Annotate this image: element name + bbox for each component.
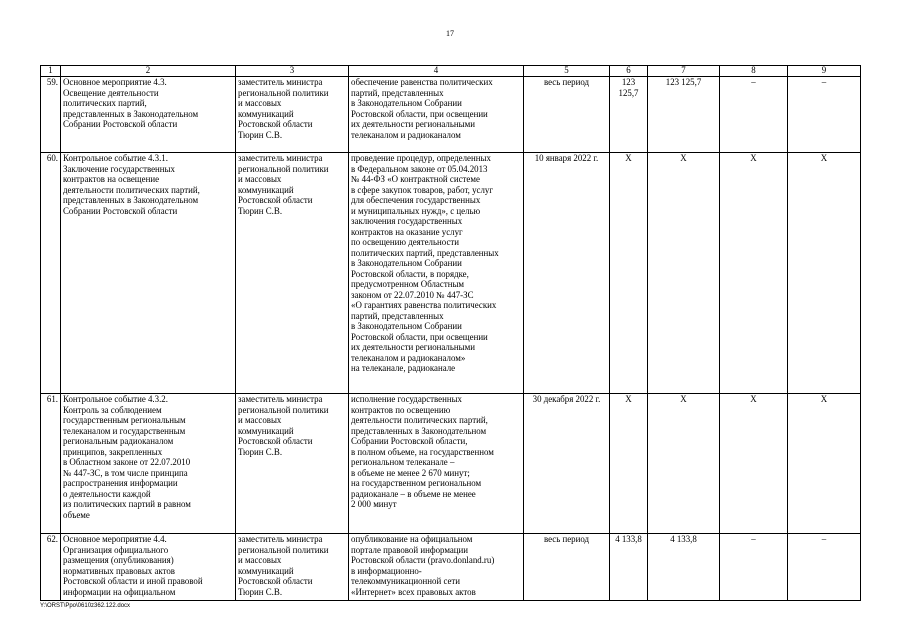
column-number: 9	[788, 66, 861, 77]
implementation-date: весь период	[524, 534, 610, 601]
column-number: 3	[236, 66, 349, 77]
implementation-date: 30 декабря 2022 г.	[524, 394, 610, 534]
total-funding: Х	[610, 394, 648, 534]
row-number: 61.	[41, 394, 61, 534]
regional-budget: Х	[648, 153, 720, 394]
column-number-row	[41, 66, 861, 77]
other-sources: –	[788, 77, 861, 153]
other-sources: –	[788, 534, 861, 601]
implementation-date: весь период	[524, 77, 610, 153]
row-number: 60.	[41, 153, 61, 394]
federal-budget: –	[720, 534, 788, 601]
column-number: 2	[61, 66, 236, 77]
expected-result: проведение процедур, определенных в Федеральном законе от 05.04.2013 № 44-ФЗ «О контрактной системе в сфере закупок товаров, работ, услуг для обеспечения государственных и муниципальных нужд», с целью заключения государственных контрактов на оказание услуг по освещению деятельности политических партий, представленных в Законодательном Собрании Ростовской области, в порядке, предусмотренном Областным законом от 22.07.2010 № 447-ЗС «О гарантиях равенства политических партий, представленных в Законодательном Собрании Ростовской области, при освещении их деятельности региональными телеканалом и радиоканалом» на телеканале, радиоканале	[349, 153, 524, 394]
expected-result: исполнение государственных контрактов по освещению деятельности политических партий, представленных в Законодательном Собрании Ростовской области, в полном объеме, на государственном региональном телеканале – в объеме не менее 2 670 минут; на государственном региональном радиоканале – в объеме не менее 2 000 минут	[349, 394, 524, 534]
federal-budget: –	[720, 77, 788, 153]
total-funding: Х	[610, 153, 648, 394]
total-funding: 123 125,7	[610, 77, 648, 153]
row-number: 59.	[41, 77, 61, 153]
other-sources: Х	[788, 394, 861, 534]
responsible-executor: заместитель министра региональной политики и массовых коммуникаций Ростовской области Тюрин С.В.	[236, 534, 349, 601]
regional-budget: Х	[648, 394, 720, 534]
file-path-footer: Y:\ORST\Ppo\0610z362.122.docx	[40, 603, 131, 609]
table-row	[41, 77, 861, 153]
column-number: 6	[610, 66, 648, 77]
federal-budget: Х	[720, 394, 788, 534]
total-funding: 4 133,8	[610, 534, 648, 601]
activity-name: Контрольное событие 4.3.1. Заключение государственных контрактов на освещение деятельности политических партий, представленных в Законодательном Собрании Ростовской области	[61, 153, 236, 394]
regional-budget: 4 133,8	[648, 534, 720, 601]
activity-name: Основное мероприятие 4.3. Освещение деятельности политических партий, представленных в Законодательном Собрании Ростовской области	[61, 77, 236, 153]
column-number: 5	[524, 66, 610, 77]
responsible-executor: заместитель министра региональной политики и массовых коммуникаций Ростовской области Тюрин С.В.	[236, 77, 349, 153]
table-row	[41, 153, 861, 394]
program-plan-table	[40, 65, 861, 601]
table-row	[41, 394, 861, 534]
expected-result: обеспечение равенства политических партий, представленных в Законодательном Собрании Ростовской области, при освещении их деятельности региональными телеканалом и радиоканалом	[349, 77, 524, 153]
column-number: 8	[720, 66, 788, 77]
other-sources: Х	[788, 153, 861, 394]
expected-result: опубликование на официальном портале правовой информации Ростовской области (pravo.donland.ru) в информационно- телекоммуникационной сети «Интернет» всех правовых актов	[349, 534, 524, 601]
column-number: 1	[41, 66, 61, 77]
table-row	[41, 534, 861, 601]
activity-name: Основное мероприятие 4.4. Организация официального размещения (опубликования) нормативных правовых актов Ростовской области и иной правовой информации на официальном	[61, 534, 236, 601]
responsible-executor: заместитель министра региональной политики и массовых коммуникаций Ростовской области Тюрин С.В.	[236, 394, 349, 534]
activity-name: Контрольное событие 4.3.2. Контроль за соблюдением государственным региональным телеканалом и государственным региональным радиоканалом принципов, закрепленных в Областном законе от 22.07.2010 № 447-ЗС, в том числе принципа распространения информации о деятельности каждой из политических партий в равном объеме	[61, 394, 236, 534]
responsible-executor: заместитель министра региональной политики и массовых коммуникаций Ростовской области Тюрин С.В.	[236, 153, 349, 394]
column-number: 4	[349, 66, 524, 77]
federal-budget: Х	[720, 153, 788, 394]
implementation-date: 10 января 2022 г.	[524, 153, 610, 394]
page-number: 17	[446, 29, 454, 38]
regional-budget: 123 125,7	[648, 77, 720, 153]
row-number: 62.	[41, 534, 61, 601]
column-number: 7	[648, 66, 720, 77]
